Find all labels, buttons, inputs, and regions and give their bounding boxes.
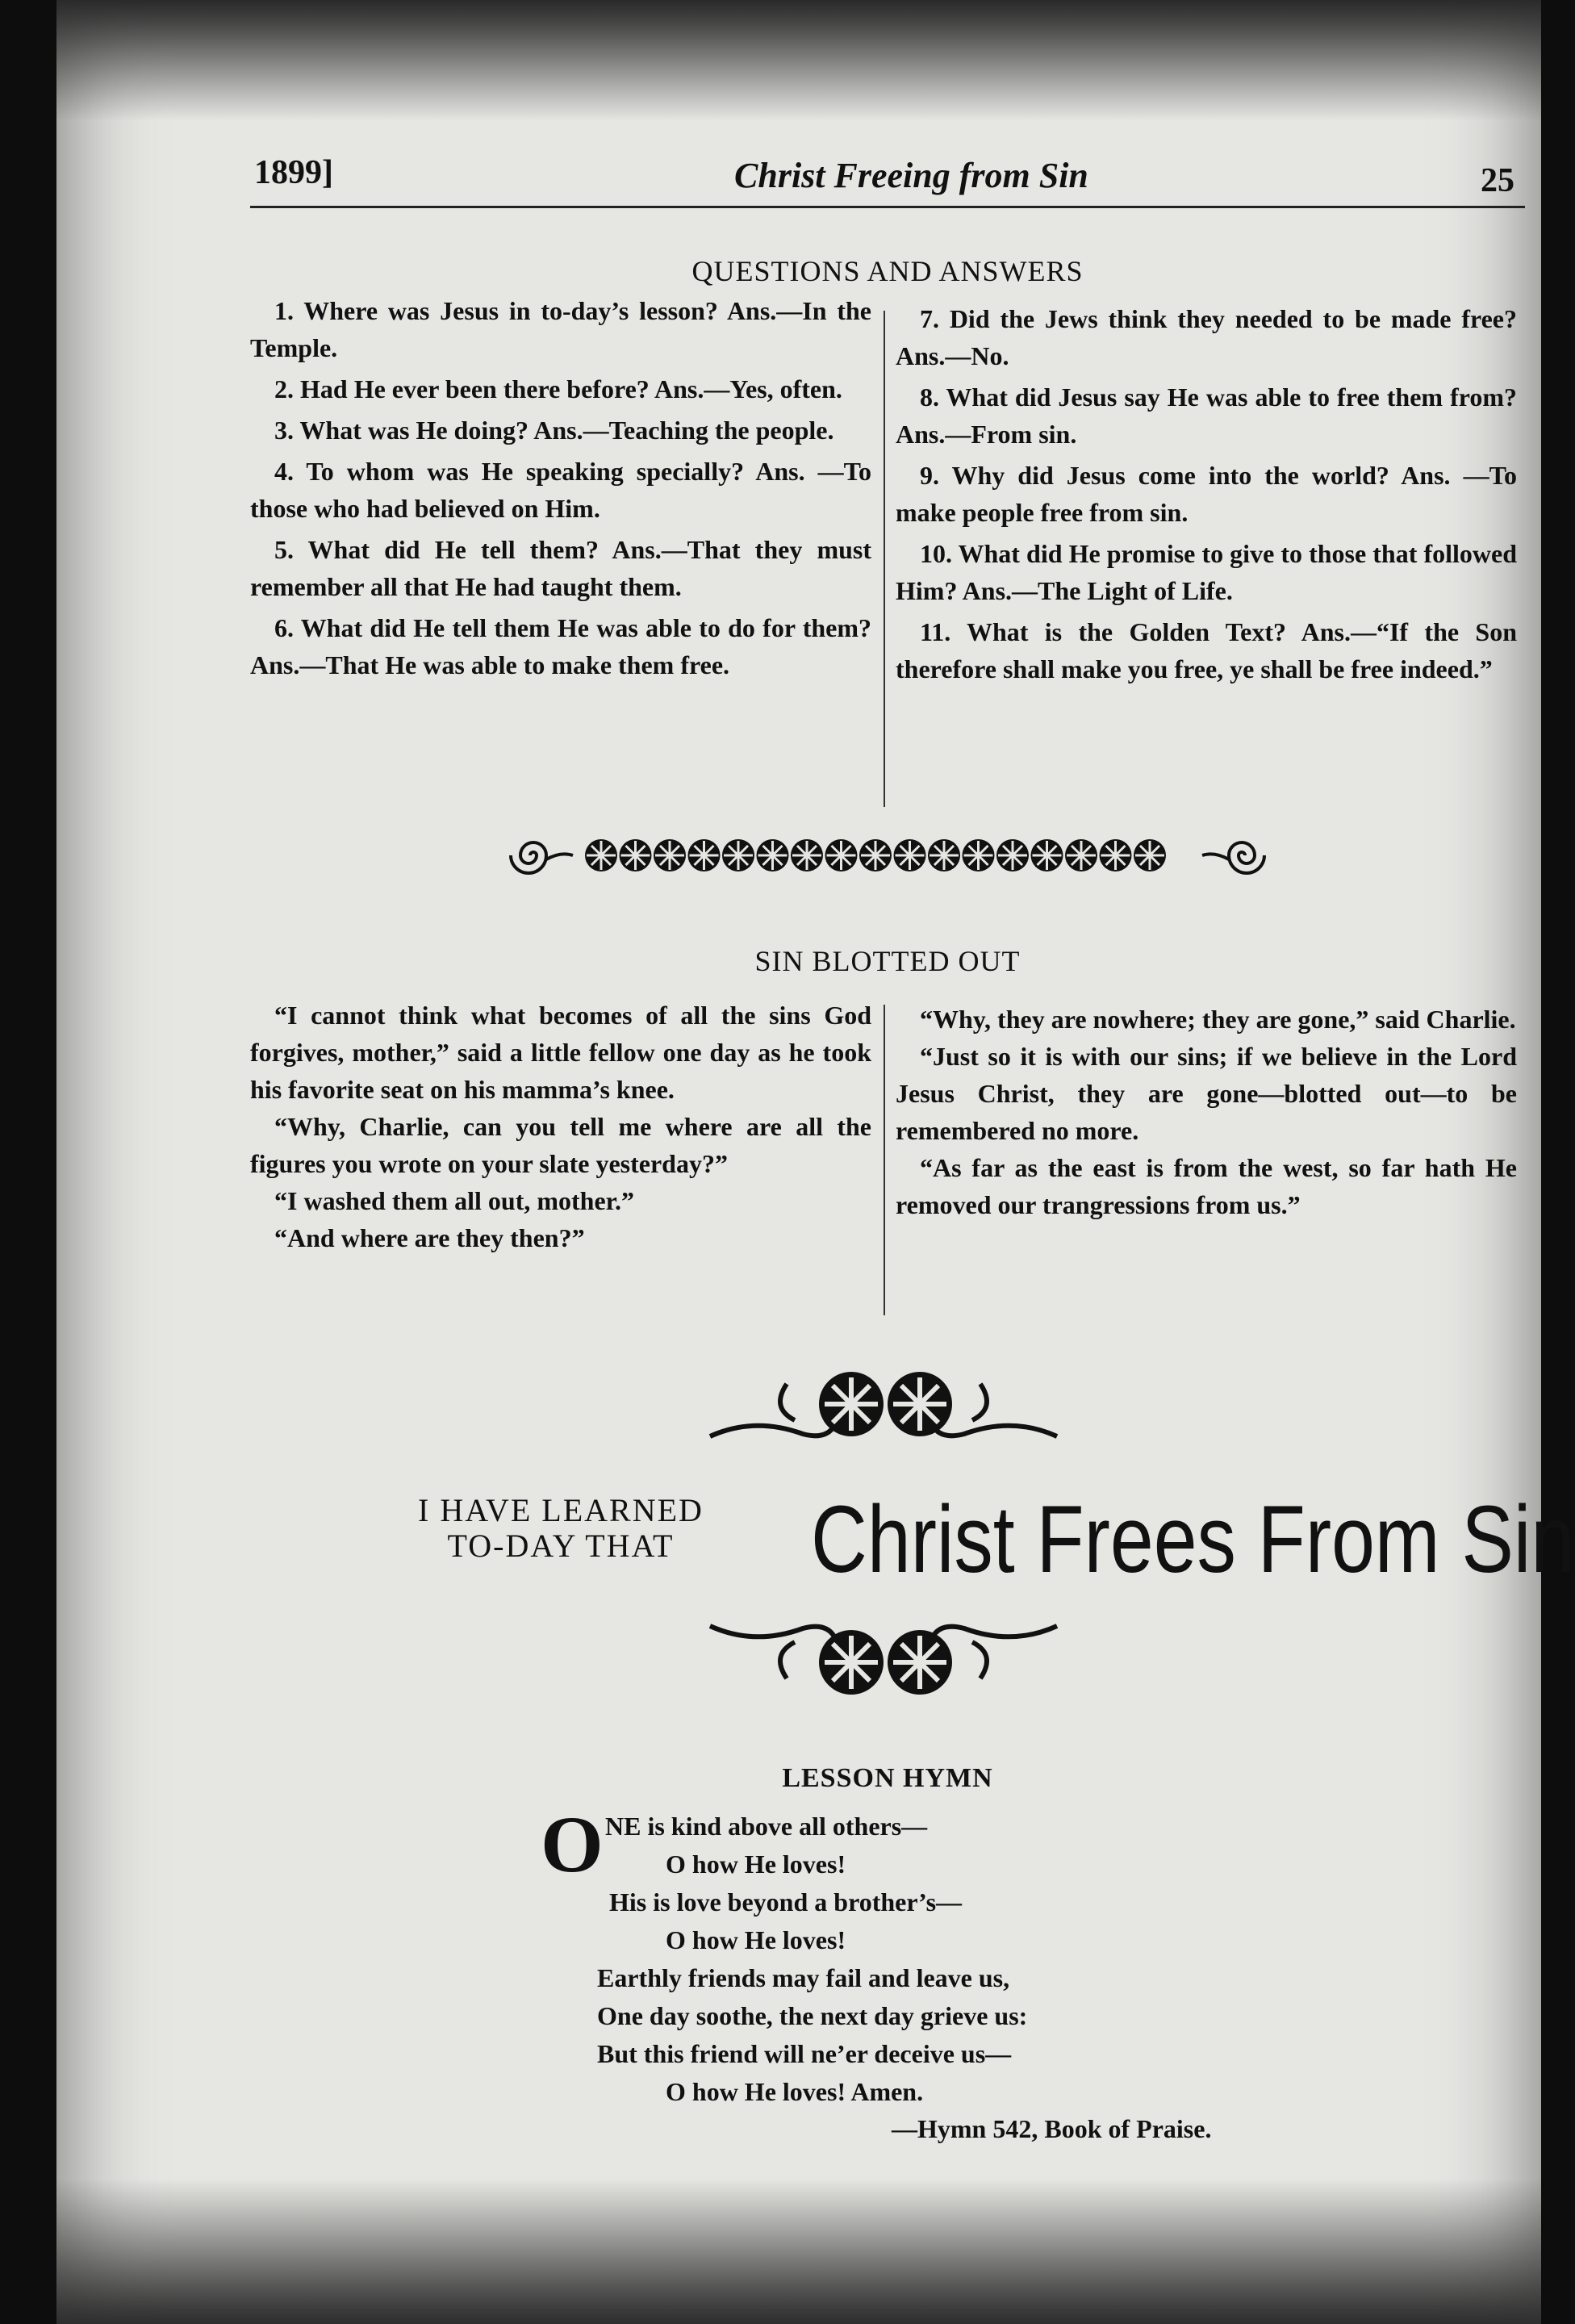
scroll-ornament-bottom: [706, 1614, 1061, 1703]
hymn-line-6: One day soothe, the next day grieve us:: [597, 2001, 1028, 2030]
running-title: Christ Freeing from Sin: [734, 156, 1088, 195]
story-paragraph-5: “Why, they are nowhere; they are gone,” said Charlie.: [920, 1005, 1516, 1034]
hymn-line-8: O how He loves! Amen.: [666, 2077, 924, 2106]
story-paragraph-1: “I cannot think what becomes of all the sins God forgives, mother,” said a little fellow one day as he took his favorite seat on his mamma’s knee.: [250, 1001, 871, 1104]
hymn-credit: —Hymn 542, Book of Praise.: [892, 2114, 1212, 2143]
hymn-line-2: O how He loves!: [666, 1850, 846, 1879]
learned-caption: [363, 1493, 758, 1564]
header-year: 1899]: [254, 154, 333, 191]
column-divider: [884, 1005, 885, 1315]
hymn-line-4: O how He loves!: [666, 1925, 846, 1954]
qa-item-1: 1. Where was Jesus in to-day’s lesson? Ans.—In the Temple.: [250, 296, 871, 362]
qa-right-column: [896, 300, 1517, 688]
qa-item-10: 10. What did He promise to give to those that followed Him? Ans.—The Light of Life.: [896, 539, 1517, 605]
qa-item-8: 8. What did Jesus say He was able to free them from? Ans.—From sin.: [896, 382, 1517, 449]
scanned-page: [56, 0, 1575, 2324]
qa-item-9: 9. Why did Jesus come into the world? Ans. —To make people free from sin.: [896, 461, 1517, 527]
story-paragraph-7: “As far as the east is from the west, so far hath He removed our trangressions from us.”: [896, 1153, 1517, 1219]
hymn-line-7: But this friend will ne’er deceive us—: [597, 2039, 1012, 2068]
story-right-column: [896, 1001, 1517, 1223]
learned-caption-line-1: I HAVE LEARNED: [418, 1492, 704, 1528]
qa-item-4: 4. To whom was He speaking specially? Ans. —To those who had believed on Him.: [250, 457, 871, 523]
hymn-line-1: NE is kind above all others—: [605, 1812, 928, 1841]
qa-item-11: 11. What is the Golden Text? Ans.—“If the Son therefore shall make you free, ye shall be free indeed.”: [896, 617, 1517, 683]
story-paragraph-3: “I washed them all out, mother.”: [274, 1186, 634, 1215]
story-paragraph-2: “Why, Charlie, can you tell me where are all the figures you wrote on your slate yesterday?”: [250, 1112, 871, 1178]
hymn-verse: [541, 1808, 1267, 2111]
qa-item-3: 3. What was He doing? Ans.—Teaching the people.: [274, 416, 834, 445]
rosette-border-ornament: [504, 827, 1271, 884]
qa-item-5: 5. What did He tell them? Ans.—That they must remember all that He had taught them.: [250, 535, 871, 601]
qa-item-7: 7. Did the Jews think they needed to be made free? Ans.—No.: [896, 304, 1517, 370]
learned-caption-line-2: TO-DAY THAT: [447, 1528, 675, 1564]
hymn-line-5: Earthly friends may fail and leave us,: [597, 1963, 1010, 1992]
story-paragraph-4: “And where are they then?”: [274, 1223, 585, 1252]
sin-blotted-out-title: SIN BLOTTED OUT: [754, 945, 1021, 977]
lesson-hymn-title: LESSON HYMN: [782, 1763, 993, 1793]
column-divider: [884, 311, 885, 807]
hymn-drop-cap: O: [541, 1799, 604, 1889]
story-paragraph-6: “Just so it is with our sins; if we believe in the Lord Jesus Christ, they are gone—blotted out—to be remembered no more.: [896, 1042, 1517, 1145]
hymn-line-3: His is love beyond a brother’s—: [609, 1887, 963, 1916]
header-rule: [250, 206, 1525, 208]
qa-item-2: 2. Had He ever been there before? Ans.—Yes, often.: [274, 374, 842, 403]
page-number: 25: [1481, 162, 1514, 199]
scroll-ornament-top: [706, 1360, 1061, 1448]
questions-answers-title: QUESTIONS AND ANSWERS: [691, 255, 1084, 287]
qa-item-6: 6. What did He tell them He was able to do for them? Ans.—That He was able to make them free.: [250, 613, 871, 679]
qa-left-column: [250, 292, 871, 683]
learned-statement: Christ Frees From Sin: [811, 1486, 1575, 1593]
story-left-column: [250, 997, 871, 1256]
